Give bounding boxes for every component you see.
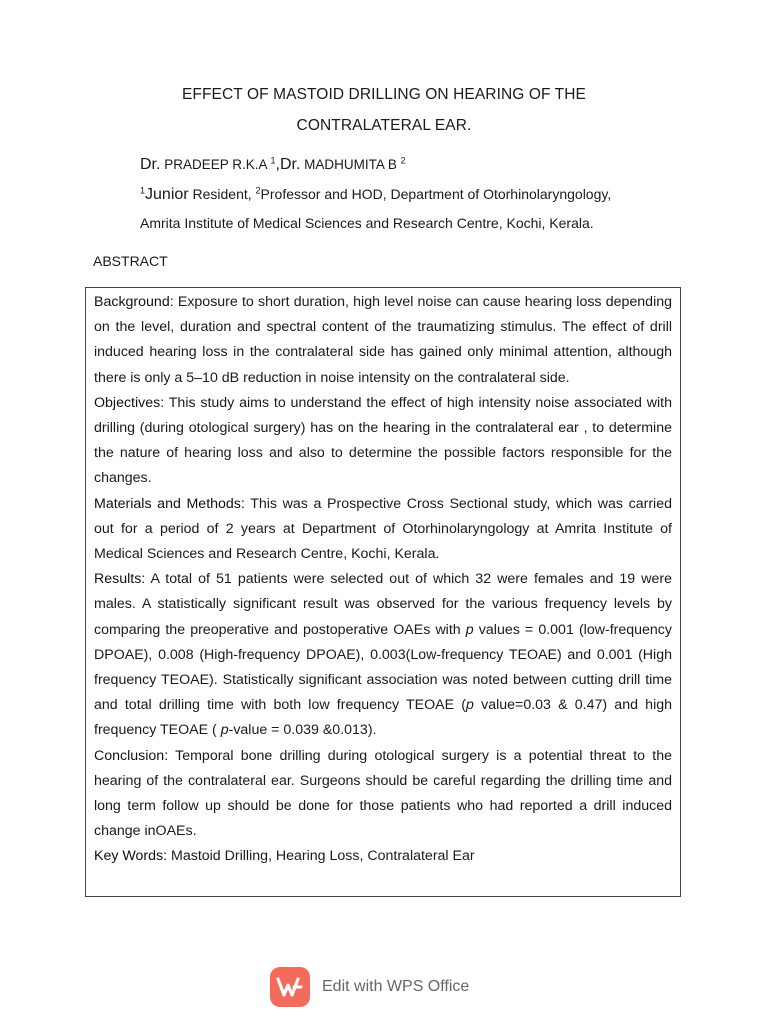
abstract-results: [94, 567, 672, 743]
paper-title-line-1: EFFECT OF MASTOID DRILLING ON HEARING OF THE: [181, 86, 586, 103]
affiliation-sup-2: 2: [255, 185, 261, 196]
author-name-2: MADHUMITA B: [300, 157, 401, 172]
abstract-box: [85, 287, 681, 897]
conclusion-label: Conclusion:: [94, 747, 169, 764]
author-prefix-2: ,Dr.: [275, 156, 301, 173]
affiliation-role-1-rest: Resident,: [188, 186, 256, 202]
results-label: Results:: [94, 571, 146, 588]
objectives-label: Objectives:: [94, 394, 165, 411]
author-prefix-1: Dr.: [140, 156, 161, 173]
results-text-3: value=0.03 & 0.47) and high frequency TEOAE (: [94, 697, 672, 739]
results-p-3: p: [220, 722, 229, 739]
abstract-background: [94, 290, 672, 391]
affiliation-sup-1: 1: [140, 185, 146, 196]
affiliation-role-1-big: Junior: [145, 186, 189, 203]
background-label: Background:: [94, 294, 174, 310]
methods-text: This was a Prospective Cross Sectional study, which was carried out for a period of 2 years at Department of Otorhinolaryngology at Amrita Institute of Medical Sciences and Research Centre, Kochi, Kerala.: [94, 495, 672, 563]
results-text-4: -value = 0.039 &0.013).: [228, 722, 377, 739]
keywords-label: Key Words:: [94, 848, 168, 865]
abstract-methods: [94, 492, 672, 568]
affiliation-line-1: [140, 186, 611, 204]
abstract-conclusion: [94, 744, 672, 845]
wps-logo-icon: [270, 967, 310, 1007]
objectives-text: This study aims to understand the effect of high intensity noise associated with drilling (during otological surgery) has on the hearing in the contralateral ear , to determine the nature of hearing loss and also to determine the possible factors responsible for the changes.: [94, 394, 672, 487]
results-p-2: p: [466, 697, 474, 714]
wps-edit-label: Edit with WPS Office: [322, 978, 470, 995]
author-line: [140, 156, 406, 174]
author-sup-1: 1: [270, 155, 276, 166]
author-sup-2: 2: [400, 155, 406, 166]
author-name-1: PRADEEP R.K.A: [160, 157, 271, 172]
results-p-1: p: [465, 621, 474, 638]
abstract-heading: ABSTRACT: [93, 253, 168, 269]
affiliation-institute: Amrita Institute of Medical Sciences and Research Centre, Kochi, Kerala.: [140, 215, 594, 231]
background-text: Exposure to short duration, high level noise can cause hearing loss depending on the level, duration and spectral content of the traumatizing stimulus. The effect of drill induced hearing loss in the contralateral side has gained only minimal attention, although there is only a 5–10 dB reduction in noise intensity on the contralateral side.: [94, 294, 672, 386]
wps-edit-button[interactable]: [270, 967, 469, 1007]
conclusion-text: Temporal bone drilling during otological surgery is a potential threat to the hearing of the contralateral ear. Surgeons should be careful regarding the drilling time and long term follow up should be done for those patients who had reported a drill induced change inOAEs.: [94, 747, 672, 840]
affiliation-role-2: Professor and HOD, Department of Otorhinolaryngology,: [260, 186, 612, 202]
abstract-objectives: [94, 391, 672, 492]
methods-label: Materials and Methods:: [94, 495, 245, 512]
results-text-1: A total of 51 patients were selected out of which 32 were females and 19 were males. A statistically significant result was observed for the various frequency levels by comparing the preoperative and postoperative OAEs with: [94, 571, 672, 638]
abstract-keywords: [94, 844, 672, 869]
results-text-2: values = 0.001 (low-frequency DPOAE), 0.008 (High-frequency DPOAE), 0.003(Low-frequency TEOAE) and 0.001 (High frequency TEOAE). Statistically significant association was noted between cutting drill time and total drilling time with both low frequency TEOAE (: [94, 621, 672, 714]
keywords-text: Mastoid Drilling, Hearing Loss, Contralateral Ear: [167, 848, 475, 865]
paper-title-line-2: CONTRALATERAL EAR.: [296, 117, 472, 134]
